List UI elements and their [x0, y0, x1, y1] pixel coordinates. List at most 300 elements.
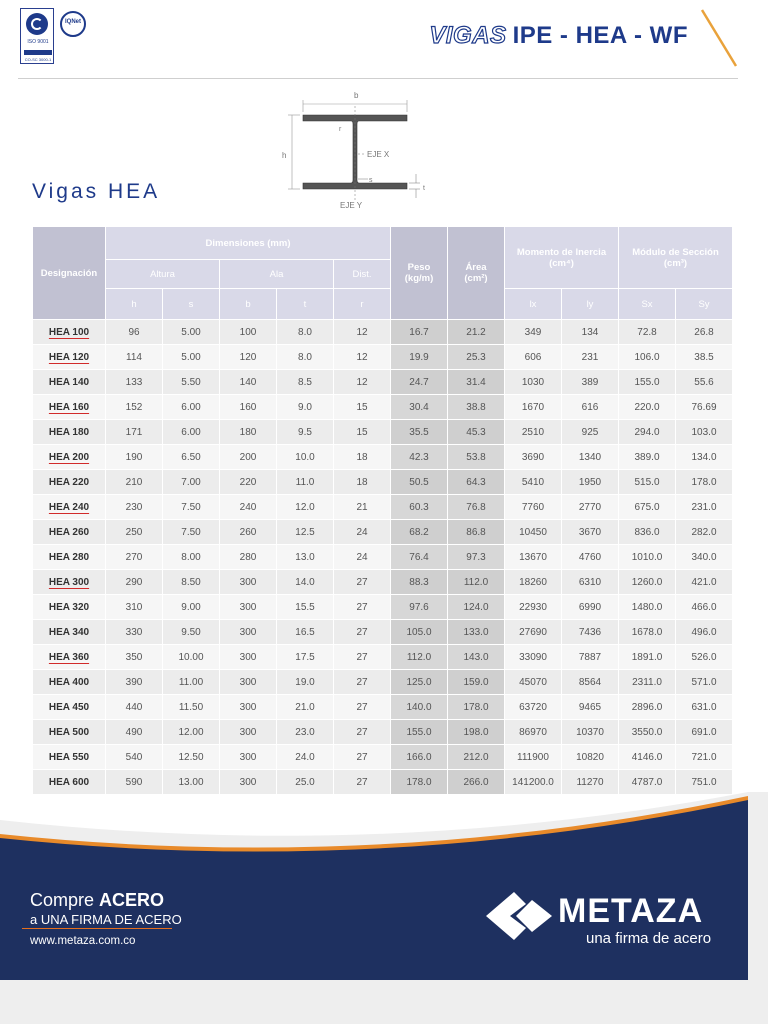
cell-b: 200 — [220, 445, 277, 470]
cell-peso: 16.7 — [391, 320, 448, 345]
col-ix: lx — [505, 289, 562, 320]
cell-sx: 389.0 — [619, 445, 676, 470]
cell-sy: 38.5 — [676, 345, 733, 370]
cell-area: 25.3 — [448, 345, 505, 370]
cell-iy: 6990 — [562, 595, 619, 620]
cell-s: 6.00 — [163, 395, 220, 420]
cell-designacion: HEA 160 — [33, 395, 106, 420]
cell-sx: 1891.0 — [619, 645, 676, 670]
website-link[interactable]: www.metaza.com.co — [30, 935, 136, 947]
cell-area: 124.0 — [448, 595, 505, 620]
cell-sx: 836.0 — [619, 520, 676, 545]
cell-r: 27 — [334, 645, 391, 670]
cell-h: 390 — [106, 670, 163, 695]
cell-b: 300 — [220, 645, 277, 670]
cell-peso: 97.6 — [391, 595, 448, 620]
iqnet-badge — [60, 11, 86, 37]
cell-designacion: HEA 200 — [33, 445, 106, 470]
cell-ix: 18260 — [505, 570, 562, 595]
col-b: b — [220, 289, 277, 320]
axis-y-label: EJE Y — [340, 201, 363, 210]
col-group-ala: Ala — [220, 260, 334, 289]
cell-designacion: HEA 280 — [33, 545, 106, 570]
cell-t: 12.0 — [277, 495, 334, 520]
cell-h: 270 — [106, 545, 163, 570]
beam-section-diagram — [270, 84, 450, 214]
cell-r: 18 — [334, 445, 391, 470]
cell-s: 8.00 — [163, 545, 220, 570]
col-sx: Sx — [619, 289, 676, 320]
cell-area: 53.8 — [448, 445, 505, 470]
cell-ix: 111900 — [505, 745, 562, 770]
cell-r: 15 — [334, 395, 391, 420]
table-row — [33, 395, 733, 420]
cell-iy: 4760 — [562, 545, 619, 570]
icontec-icon — [26, 13, 48, 35]
brand-name: METAZA — [558, 892, 704, 930]
cell-sy: 496.0 — [676, 620, 733, 645]
cell-s: 11.50 — [163, 695, 220, 720]
table-row — [33, 695, 733, 720]
cell-h: 171 — [106, 420, 163, 445]
cell-sy: 134.0 — [676, 445, 733, 470]
cell-peso: 35.5 — [391, 420, 448, 445]
cell-h: 152 — [106, 395, 163, 420]
cell-t: 21.0 — [277, 695, 334, 720]
cell-area: 178.0 — [448, 695, 505, 720]
cell-s: 9.00 — [163, 595, 220, 620]
cell-h: 190 — [106, 445, 163, 470]
cell-h: 230 — [106, 495, 163, 520]
cell-t: 11.0 — [277, 470, 334, 495]
table-row — [33, 370, 733, 395]
cell-area: 45.3 — [448, 420, 505, 445]
cell-b: 260 — [220, 520, 277, 545]
table-row — [33, 520, 733, 545]
cell-r: 21 — [334, 495, 391, 520]
cell-r: 27 — [334, 745, 391, 770]
cell-iy: 3670 — [562, 520, 619, 545]
slogan-prefix: Compre — [30, 890, 100, 910]
cell-r: 27 — [334, 720, 391, 745]
cell-sx: 72.8 — [619, 320, 676, 345]
cell-ix: 141200.0 — [505, 770, 562, 795]
cell-t: 15.5 — [277, 595, 334, 620]
cell-s: 7.00 — [163, 470, 220, 495]
col-iy: ly — [562, 289, 619, 320]
cell-s: 8.50 — [163, 570, 220, 595]
dim-h-label: h — [282, 151, 287, 160]
col-s: s — [163, 289, 220, 320]
cell-iy: 389 — [562, 370, 619, 395]
cell-sy: 231.0 — [676, 495, 733, 520]
cell-peso: 88.3 — [391, 570, 448, 595]
cell-t: 8.0 — [277, 345, 334, 370]
dim-b-label: b — [354, 91, 359, 100]
cell-area: 112.0 — [448, 570, 505, 595]
cell-ix: 10450 — [505, 520, 562, 545]
cell-s: 5.50 — [163, 370, 220, 395]
cell-peso: 76.4 — [391, 545, 448, 570]
col-t: t — [277, 289, 334, 320]
cert-code-label: CO-SC 3000-1 — [24, 57, 52, 62]
cell-designacion: HEA 340 — [33, 620, 106, 645]
cell-b: 220 — [220, 470, 277, 495]
dim-t-label: t — [423, 185, 425, 192]
cell-b: 300 — [220, 620, 277, 645]
cell-peso: 60.3 — [391, 495, 448, 520]
cell-s: 7.50 — [163, 495, 220, 520]
cell-area: 31.4 — [448, 370, 505, 395]
cell-r: 18 — [334, 470, 391, 495]
table-row — [33, 545, 733, 570]
cell-sx: 1010.0 — [619, 545, 676, 570]
cell-r: 27 — [334, 570, 391, 595]
cell-t: 16.5 — [277, 620, 334, 645]
cell-iy: 134 — [562, 320, 619, 345]
cell-peso: 112.0 — [391, 645, 448, 670]
cell-b: 180 — [220, 420, 277, 445]
cell-area: 266.0 — [448, 770, 505, 795]
table-row — [33, 445, 733, 470]
cell-s: 9.50 — [163, 620, 220, 645]
cell-area: 133.0 — [448, 620, 505, 645]
cell-sx: 220.0 — [619, 395, 676, 420]
cell-s: 12.50 — [163, 745, 220, 770]
cell-b: 300 — [220, 595, 277, 620]
iqnet-label: IQNet — [64, 19, 81, 25]
cell-iy: 10370 — [562, 720, 619, 745]
cell-sx: 2311.0 — [619, 670, 676, 695]
cell-r: 12 — [334, 370, 391, 395]
title-profiles: IPE - HEA - WF — [512, 22, 688, 49]
cell-sy: 526.0 — [676, 645, 733, 670]
cell-b: 140 — [220, 370, 277, 395]
cell-ix: 13670 — [505, 545, 562, 570]
cell-h: 440 — [106, 695, 163, 720]
cell-h: 330 — [106, 620, 163, 645]
cell-iy: 7436 — [562, 620, 619, 645]
cell-s: 6.50 — [163, 445, 220, 470]
cell-t: 17.5 — [277, 645, 334, 670]
cell-t: 10.0 — [277, 445, 334, 470]
cert-band — [24, 50, 52, 55]
cell-sy: 421.0 — [676, 570, 733, 595]
slogan-divider — [22, 928, 172, 929]
cell-designacion: HEA 140 — [33, 370, 106, 395]
cell-peso: 24.7 — [391, 370, 448, 395]
cell-r: 12 — [334, 345, 391, 370]
cell-sy: 631.0 — [676, 695, 733, 720]
cell-iy: 6310 — [562, 570, 619, 595]
cell-sx: 3550.0 — [619, 720, 676, 745]
cell-ix: 7760 — [505, 495, 562, 520]
cell-t: 13.0 — [277, 545, 334, 570]
cell-designacion: HEA 300 — [33, 570, 106, 595]
col-peso-label: Peso (kg/m) — [404, 262, 434, 284]
cell-iy: 2770 — [562, 495, 619, 520]
cell-ix: 1030 — [505, 370, 562, 395]
footer-slogan — [30, 890, 182, 947]
cell-h: 114 — [106, 345, 163, 370]
cell-area: 86.8 — [448, 520, 505, 545]
table-row — [33, 320, 733, 345]
cell-b: 120 — [220, 345, 277, 370]
cell-area: 38.8 — [448, 395, 505, 420]
cell-r: 27 — [334, 595, 391, 620]
cell-t: 8.0 — [277, 320, 334, 345]
cell-sy: 691.0 — [676, 720, 733, 745]
cell-sx: 1480.0 — [619, 595, 676, 620]
col-h: h — [106, 289, 163, 320]
cell-sy: 282.0 — [676, 520, 733, 545]
cell-h: 210 — [106, 470, 163, 495]
cell-t: 19.0 — [277, 670, 334, 695]
cell-designacion: HEA 400 — [33, 670, 106, 695]
cell-designacion: HEA 550 — [33, 745, 106, 770]
cell-s: 12.00 — [163, 720, 220, 745]
cell-t: 14.0 — [277, 570, 334, 595]
cell-area: 159.0 — [448, 670, 505, 695]
cell-b: 300 — [220, 770, 277, 795]
col-peso — [391, 227, 448, 320]
cell-b: 300 — [220, 720, 277, 745]
col-designacion: Designación — [33, 227, 106, 320]
cell-sx: 106.0 — [619, 345, 676, 370]
table-row — [33, 720, 733, 745]
cell-t: 12.5 — [277, 520, 334, 545]
cell-h: 350 — [106, 645, 163, 670]
col-momento-label: Momento de Inercia (cm⁴) — [516, 246, 607, 269]
cell-b: 300 — [220, 745, 277, 770]
cell-designacion: HEA 220 — [33, 470, 106, 495]
cell-ix: 1670 — [505, 395, 562, 420]
cell-designacion: HEA 260 — [33, 520, 106, 545]
cell-sx: 4787.0 — [619, 770, 676, 795]
col-group-dimensiones: Dimensiones (mm) — [106, 227, 391, 260]
cell-s: 5.00 — [163, 345, 220, 370]
cell-area: 64.3 — [448, 470, 505, 495]
cell-iy: 1340 — [562, 445, 619, 470]
cell-iy: 925 — [562, 420, 619, 445]
cell-h: 310 — [106, 595, 163, 620]
brand-tagline: una firma de acero — [586, 930, 712, 947]
title-outline-word: VIGAS — [429, 22, 507, 49]
slogan-bold: ACERO — [99, 890, 165, 910]
cell-iy: 616 — [562, 395, 619, 420]
cell-ix: 45070 — [505, 670, 562, 695]
table-row — [33, 470, 733, 495]
cell-iy: 11270 — [562, 770, 619, 795]
col-group-modulo — [619, 227, 733, 289]
cell-h: 133 — [106, 370, 163, 395]
col-dist: Dist. — [334, 260, 391, 289]
cell-ix: 22930 — [505, 595, 562, 620]
cell-h: 250 — [106, 520, 163, 545]
cell-designacion: HEA 120 — [33, 345, 106, 370]
col-sy: Sy — [676, 289, 733, 320]
cell-area: 97.3 — [448, 545, 505, 570]
cell-peso: 178.0 — [391, 770, 448, 795]
cell-iy: 8564 — [562, 670, 619, 695]
cell-t: 25.0 — [277, 770, 334, 795]
cell-r: 24 — [334, 545, 391, 570]
table-row — [33, 345, 733, 370]
cell-ix: 63720 — [505, 695, 562, 720]
cell-sy: 340.0 — [676, 545, 733, 570]
metaza-logo-icon — [486, 892, 552, 940]
iso-certification-badge — [20, 8, 54, 64]
cell-b: 160 — [220, 395, 277, 420]
slogan-line-2: a UNA FIRMA DE ACERO — [30, 912, 182, 927]
cell-peso: 125.0 — [391, 670, 448, 695]
cell-designacion: HEA 320 — [33, 595, 106, 620]
cell-s: 5.00 — [163, 320, 220, 345]
cell-ix: 349 — [505, 320, 562, 345]
cell-designacion: HEA 360 — [33, 645, 106, 670]
cell-designacion: HEA 450 — [33, 695, 106, 720]
cell-sx: 4146.0 — [619, 745, 676, 770]
col-area — [448, 227, 505, 320]
cell-b: 280 — [220, 545, 277, 570]
table-body — [33, 320, 733, 795]
metaza-brand — [486, 890, 746, 950]
cell-h: 490 — [106, 720, 163, 745]
cell-sy: 571.0 — [676, 670, 733, 695]
cell-area: 76.8 — [448, 495, 505, 520]
cell-t: 23.0 — [277, 720, 334, 745]
cell-iy: 9465 — [562, 695, 619, 720]
cell-sx: 294.0 — [619, 420, 676, 445]
cell-h: 540 — [106, 745, 163, 770]
cell-s: 7.50 — [163, 520, 220, 545]
cell-iy: 231 — [562, 345, 619, 370]
cell-designacion: HEA 240 — [33, 495, 106, 520]
cell-t: 9.0 — [277, 395, 334, 420]
cell-b: 100 — [220, 320, 277, 345]
cell-r: 27 — [334, 670, 391, 695]
cell-sy: 103.0 — [676, 420, 733, 445]
cell-designacion: HEA 100 — [33, 320, 106, 345]
cell-sy: 721.0 — [676, 745, 733, 770]
cell-sy: 26.8 — [676, 320, 733, 345]
cell-sy: 76.69 — [676, 395, 733, 420]
hea-properties-table — [32, 226, 733, 795]
table-row — [33, 770, 733, 795]
cell-b: 300 — [220, 695, 277, 720]
cell-peso: 105.0 — [391, 620, 448, 645]
cell-peso: 50.5 — [391, 470, 448, 495]
cell-r: 27 — [334, 770, 391, 795]
col-group-momento — [505, 227, 619, 289]
header-divider — [18, 78, 738, 79]
cell-sx: 1260.0 — [619, 570, 676, 595]
cell-ix: 27690 — [505, 620, 562, 645]
orange-slash-decoration — [700, 8, 740, 68]
cell-s: 6.00 — [163, 420, 220, 445]
cell-s: 10.00 — [163, 645, 220, 670]
cell-r: 27 — [334, 695, 391, 720]
cell-t: 8.5 — [277, 370, 334, 395]
cell-sx: 515.0 — [619, 470, 676, 495]
certification-logos — [20, 8, 110, 66]
table-row — [33, 595, 733, 620]
table-row — [33, 570, 733, 595]
table-row — [33, 645, 733, 670]
table-row — [33, 620, 733, 645]
cell-sx: 675.0 — [619, 495, 676, 520]
dim-r-label: r — [339, 126, 342, 133]
cell-s: 11.00 — [163, 670, 220, 695]
cell-b: 300 — [220, 570, 277, 595]
cell-peso: 19.9 — [391, 345, 448, 370]
cell-ix: 33090 — [505, 645, 562, 670]
cell-area: 212.0 — [448, 745, 505, 770]
cell-peso: 166.0 — [391, 745, 448, 770]
cell-peso: 42.3 — [391, 445, 448, 470]
col-r: r — [334, 289, 391, 320]
slogan-line-1 — [30, 890, 182, 911]
cell-h: 96 — [106, 320, 163, 345]
cell-ix: 606 — [505, 345, 562, 370]
cell-sy: 751.0 — [676, 770, 733, 795]
cell-ix: 2510 — [505, 420, 562, 445]
page-title: Vigas HEA — [32, 180, 161, 203]
cell-h: 590 — [106, 770, 163, 795]
cell-sy: 55.6 — [676, 370, 733, 395]
dim-s-label: s — [369, 177, 373, 184]
document-title — [429, 22, 688, 50]
table-row — [33, 420, 733, 445]
cell-designacion: HEA 500 — [33, 720, 106, 745]
col-modulo-label: Módulo de Sección (cm³) — [632, 246, 719, 269]
table-row — [33, 495, 733, 520]
cell-t: 9.5 — [277, 420, 334, 445]
cell-r: 12 — [334, 320, 391, 345]
table-row — [33, 670, 733, 695]
cell-sx: 2896.0 — [619, 695, 676, 720]
cell-peso: 68.2 — [391, 520, 448, 545]
cell-b: 300 — [220, 670, 277, 695]
cert-iso-label: ISO 9001 — [27, 39, 49, 45]
cell-designacion: HEA 600 — [33, 770, 106, 795]
cell-r: 24 — [334, 520, 391, 545]
cell-b: 240 — [220, 495, 277, 520]
cell-r: 27 — [334, 620, 391, 645]
cell-sy: 466.0 — [676, 595, 733, 620]
cell-area: 198.0 — [448, 720, 505, 745]
cell-area: 143.0 — [448, 645, 505, 670]
cell-peso: 155.0 — [391, 720, 448, 745]
cell-iy: 7887 — [562, 645, 619, 670]
col-group-altura: Altura — [106, 260, 220, 289]
cell-t: 24.0 — [277, 745, 334, 770]
cell-sy: 178.0 — [676, 470, 733, 495]
axis-x-label: EJE X — [367, 150, 390, 159]
cell-ix: 5410 — [505, 470, 562, 495]
col-area-label: Área (cm²) — [464, 262, 488, 284]
cell-area: 21.2 — [448, 320, 505, 345]
cell-peso: 30.4 — [391, 395, 448, 420]
cell-designacion: HEA 180 — [33, 420, 106, 445]
cell-iy: 10820 — [562, 745, 619, 770]
cell-ix: 86970 — [505, 720, 562, 745]
cell-s: 13.00 — [163, 770, 220, 795]
cell-iy: 1950 — [562, 470, 619, 495]
cell-ix: 3690 — [505, 445, 562, 470]
cell-h: 290 — [106, 570, 163, 595]
table-row — [33, 745, 733, 770]
